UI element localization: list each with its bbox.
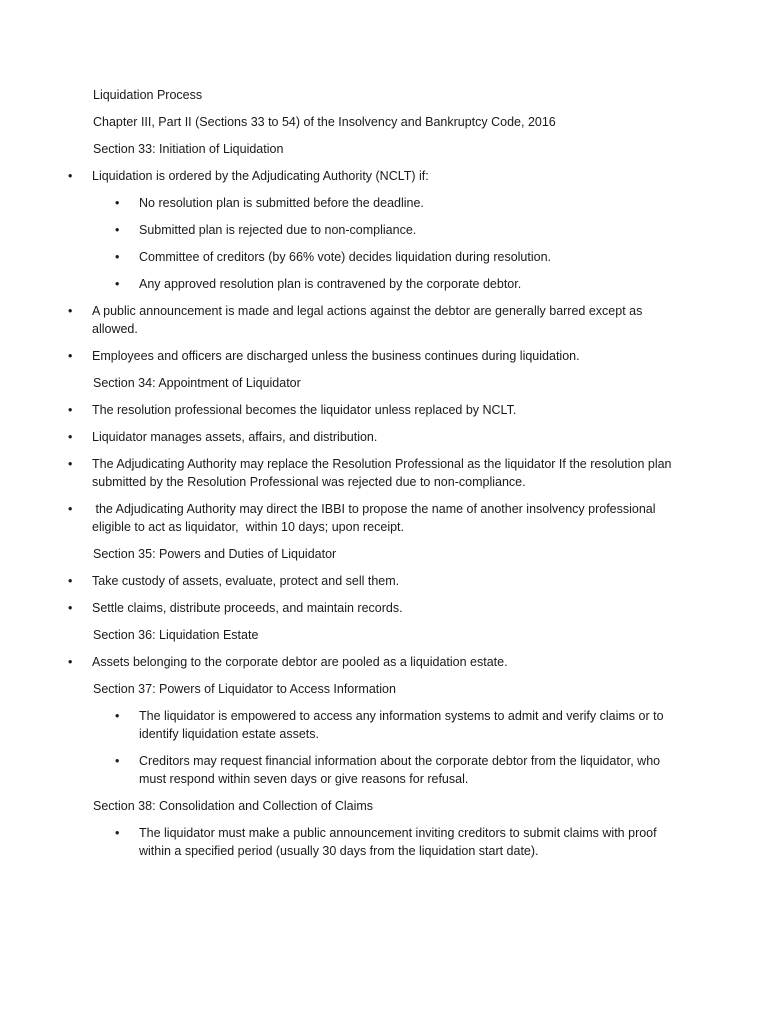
section-36-heading: Section 36: Liquidation Estate xyxy=(93,628,259,642)
list-item: • Submitted plan is rejected due to non-compliance. xyxy=(0,221,678,239)
section-33-sublist xyxy=(0,194,678,293)
section-38-heading: Section 38: Consolidation and Collection of Claims xyxy=(93,799,374,813)
list-item: • Creditors may request financial information about the corporate debtor from the liquidator, who must respond within seven days or give reasons for refusal. xyxy=(93,752,678,788)
section-34-list xyxy=(0,401,678,536)
list-item: • No resolution plan is submitted before the deadline. xyxy=(0,194,678,212)
section-37-heading: Section 37: Powers of Liquidator to Access Information xyxy=(93,682,396,696)
doc-subtitle: Chapter III, Part II (Sections 33 to 54) of the Insolvency and Bankruptcy Code, 2016 xyxy=(93,115,556,129)
list-item: • Assets belonging to the corporate debtor are pooled as a liquidation estate. xyxy=(0,653,678,671)
list-item: • Employees and officers are discharged unless the business continues during liquidation. xyxy=(0,347,678,365)
list-item: • Settle claims, distribute proceeds, and maintain records. xyxy=(0,599,678,617)
list-item: • Liquidation is ordered by the Adjudicating Authority (NCLT) if: xyxy=(0,167,678,185)
section-37-list xyxy=(93,707,678,788)
list-item: • Any approved resolution plan is contravened by the corporate debtor. xyxy=(0,275,678,293)
list-item: • Committee of creditors (by 66% vote) decides liquidation during resolution. xyxy=(0,248,678,266)
list-item: • The resolution professional becomes the liquidator unless replaced by NCLT. xyxy=(0,401,678,419)
section-35-heading: Section 35: Powers and Duties of Liquidator xyxy=(93,547,337,561)
list-item: • The liquidator must make a public announcement inviting creditors to submit claims with proof within a specified period (usually 30 days from the liquidation start date). xyxy=(93,824,678,860)
section-33-list xyxy=(0,167,678,185)
document-body xyxy=(93,86,678,869)
section-34-heading: Section 34: Appointment of Liquidator xyxy=(93,376,301,390)
list-item: • the Adjudicating Authority may direct the IBBI to propose the name of another insolvency professional eligible to act as liquidator, within 10 days; upon receipt. xyxy=(0,500,678,536)
section-36-list xyxy=(0,653,678,671)
list-item: • A public announcement is made and legal actions against the debtor are generally barred except as allowed. xyxy=(0,302,678,338)
list-item: • The liquidator is empowered to access any information systems to admit and verify claims or to identify liquidation estate assets. xyxy=(93,707,678,743)
doc-title: Liquidation Process xyxy=(93,88,203,102)
list-item: • The Adjudicating Authority may replace the Resolution Professional as the liquidator If the resolution plan submitted by the Resolution Professional was rejected due to non-compliance. xyxy=(0,455,678,491)
list-item: • Take custody of assets, evaluate, protect and sell them. xyxy=(0,572,678,590)
section-33-heading: Section 33: Initiation of Liquidation xyxy=(93,142,284,156)
section-33-list-cont xyxy=(0,302,678,365)
list-item: • Liquidator manages assets, affairs, and distribution. xyxy=(0,428,678,446)
section-35-list xyxy=(0,572,678,617)
section-38-list xyxy=(93,824,678,860)
